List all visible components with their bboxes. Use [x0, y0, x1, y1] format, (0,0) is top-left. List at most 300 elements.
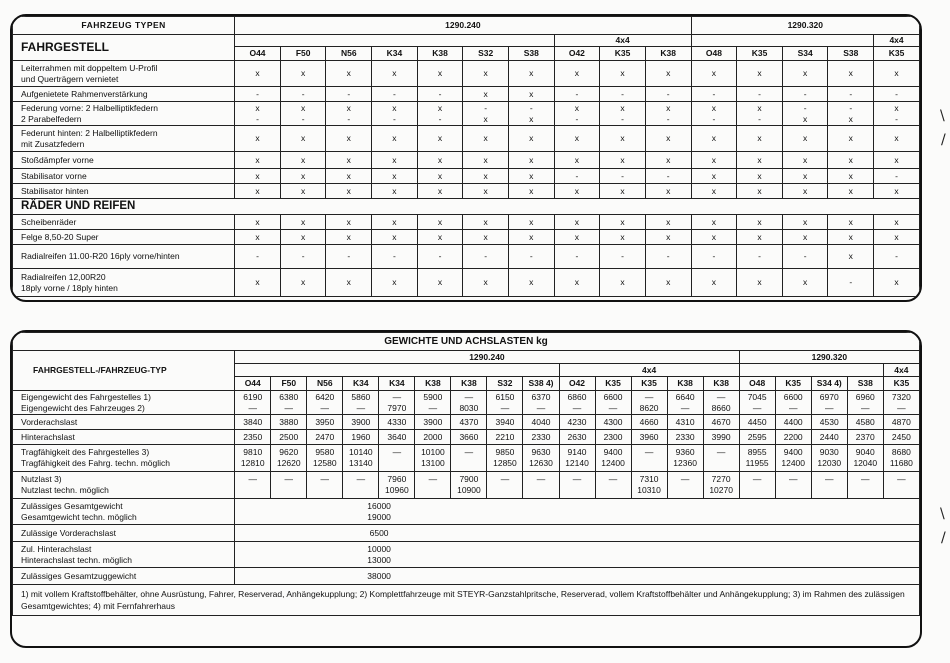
table-row: [13, 230, 920, 245]
row-label-line: Gesamtgewicht techn. möglich: [21, 511, 137, 522]
cell: [600, 269, 646, 297]
group-1290-240: 1290.240: [235, 351, 739, 364]
cell: [451, 391, 487, 415]
type-o44: O44: [235, 377, 271, 391]
cell-value: 12400: [601, 458, 625, 468]
cell-value: x: [483, 231, 488, 242]
cell: [782, 215, 828, 230]
cell-value: 2200: [783, 431, 803, 442]
cell-value: —: [824, 474, 834, 484]
cell-value: 2500: [279, 431, 299, 442]
row-label-line: Felge 8,50-20 Super: [21, 231, 99, 242]
cell: [280, 126, 326, 152]
cell-value: 6960: [855, 391, 875, 402]
cell: [379, 430, 415, 445]
row-label-line: Stabilisator hinten: [21, 185, 89, 196]
cell-value: x: [803, 216, 808, 227]
cell: [307, 391, 343, 415]
row-label: [13, 269, 235, 297]
row-label-line: 18ply vorne / 18ply hinten: [21, 282, 118, 293]
cell-value: x: [848, 251, 853, 261]
cell-value: 6500: [369, 527, 389, 538]
cell: [372, 215, 418, 230]
cell: [379, 472, 415, 499]
cell: [874, 102, 920, 126]
cell-value: 10270: [709, 485, 733, 495]
cell: [417, 269, 463, 297]
cell-value: —: [428, 474, 438, 484]
cell-value: 4300: [603, 416, 623, 427]
cell-value: 9580: [315, 447, 335, 457]
cell: [326, 87, 372, 102]
cell-value: x: [346, 277, 351, 287]
cell-value: 3880: [279, 416, 299, 427]
type-k35: K35: [595, 377, 631, 391]
cell-value: -: [803, 251, 807, 261]
cell-value: 19000: [367, 511, 391, 522]
type-s38: S38: [847, 377, 883, 391]
cell-value: 4370: [459, 416, 479, 427]
cell-value: —: [356, 474, 366, 484]
row-label-line: Radialreifen 11.00-R20 16ply vorne/hinten: [21, 251, 180, 261]
row-label-line: Radialreifen 12,00R20: [21, 271, 106, 282]
cell: [307, 415, 343, 430]
cell: [271, 391, 307, 415]
cell: [463, 61, 509, 87]
cell: [811, 472, 847, 499]
cell-value: 2350: [243, 431, 263, 442]
cell: [874, 215, 920, 230]
cell-value: —: [608, 402, 618, 413]
cell-value: —: [248, 402, 257, 413]
cell: [739, 430, 775, 445]
cell-value: x: [392, 133, 397, 143]
cell-value: —: [752, 474, 762, 484]
cell-value: —: [572, 402, 582, 413]
table-row: [13, 391, 920, 415]
cell-value: x: [848, 216, 853, 227]
type-k38: K38: [417, 47, 463, 61]
cell-value: x: [346, 102, 351, 113]
cell-value: 11680: [889, 458, 913, 468]
cell: [691, 230, 737, 245]
cell-value: —: [356, 402, 366, 413]
cell: [372, 245, 418, 269]
type-s32: S32: [487, 377, 523, 391]
cell-value: —: [752, 402, 762, 413]
cell-value: x: [483, 216, 488, 227]
cell: [372, 87, 418, 102]
cell-value: 2330: [531, 431, 551, 442]
table-row: [13, 126, 920, 152]
cell: [326, 184, 372, 199]
cell-value: —: [861, 402, 870, 413]
cell: [508, 152, 554, 169]
cell-value: x: [255, 185, 260, 196]
row-label-line: Leiterrahmen mit doppeltem U-Profil: [21, 62, 158, 73]
cell: [600, 230, 646, 245]
cell: [463, 215, 509, 230]
cell: [631, 445, 667, 472]
margin-mark: \: [940, 108, 945, 124]
cell: [703, 430, 739, 445]
group-1290-320: 1290.320: [739, 351, 919, 364]
row-label-line: Nutzlast techn. möglich: [21, 485, 109, 495]
cell: [600, 61, 646, 87]
cell-value: —: [392, 447, 402, 457]
cell-value: 4660: [639, 416, 659, 427]
cell-value: 4040: [531, 416, 551, 427]
row-label: [13, 126, 235, 152]
type-k35: K35: [631, 377, 667, 391]
cell-value: [778, 485, 809, 496]
cell-value: 4670: [711, 416, 731, 427]
cell: [415, 445, 451, 472]
cell-value: -: [712, 113, 716, 124]
cell: [600, 169, 646, 184]
cell: [508, 230, 554, 245]
cell-value: x: [529, 113, 534, 124]
type-k34: K34: [343, 377, 379, 391]
cell: [691, 245, 737, 269]
cell-value: -: [849, 277, 853, 287]
cell: [595, 430, 631, 445]
cell: [645, 269, 691, 297]
table-row: [13, 445, 920, 472]
cell: [737, 230, 783, 245]
cell-value: x: [894, 102, 899, 113]
type-n56: N56: [307, 377, 343, 391]
cell-value: x: [483, 133, 488, 143]
cell-value: 4450: [747, 416, 767, 427]
type-k34: K34: [372, 47, 418, 61]
cell-value: x: [666, 277, 671, 287]
cell-value: —: [824, 402, 834, 413]
table-row: [13, 499, 920, 525]
row-label: [13, 215, 235, 230]
cell-value: 3840: [243, 416, 263, 427]
cell-value: x: [803, 170, 808, 181]
cell: [463, 245, 509, 269]
cell-value: x: [848, 68, 853, 78]
cell: [739, 415, 775, 430]
row-label-line: und Querträgern vernietet: [21, 73, 119, 84]
cell-value: —: [500, 402, 510, 413]
cell-value: x: [757, 154, 762, 165]
cell: [417, 126, 463, 152]
cell: [645, 184, 691, 199]
cell-value: x: [574, 216, 580, 227]
cell-value: -: [347, 88, 351, 99]
cell-value: -: [895, 113, 898, 124]
cell-value: x: [437, 102, 443, 113]
row-label-line: Vorderachslast: [21, 416, 78, 427]
cell-value: —: [861, 474, 870, 484]
cell-value: 7900: [459, 474, 479, 484]
chassis-features-panel: [10, 14, 922, 302]
row-label: [13, 568, 235, 585]
row-label-line: Eigengewicht des Fahrgestelles 1): [21, 391, 151, 402]
cell-value: x: [711, 216, 717, 227]
cell-value: -: [666, 113, 670, 124]
cell-value: —: [644, 447, 654, 457]
cell-value: 4230: [567, 416, 587, 427]
cell: [847, 391, 883, 415]
cell: [326, 169, 372, 184]
cell-value: 10100: [421, 447, 445, 457]
cell-value: x: [666, 154, 671, 165]
cell-value: x: [803, 133, 808, 143]
cell-value: x: [848, 170, 853, 181]
cell: [691, 61, 737, 87]
cell-value: x: [894, 154, 899, 165]
cell-value: -: [392, 88, 396, 99]
cell-value: 6420: [315, 391, 335, 402]
type-row-header: FAHRGESTELL-/FAHRZEUG-TYP: [13, 351, 235, 391]
cell-value: -: [849, 88, 853, 99]
margin-mark: /: [941, 132, 946, 148]
cell: [235, 126, 281, 152]
cell: [600, 215, 646, 230]
cell: [415, 430, 451, 445]
sub-4x4-320: 4x4: [883, 364, 919, 377]
cell: [737, 245, 783, 269]
cell: [645, 102, 691, 126]
cell-value: x: [529, 170, 534, 181]
cell-value: x: [392, 68, 397, 78]
cell-value: 9850: [495, 447, 515, 457]
cell: [326, 215, 372, 230]
cell-value: —: [680, 474, 690, 484]
cell-value: 2595: [747, 431, 767, 442]
row-label-line: Nutzlast 3): [21, 474, 62, 484]
cell: [417, 230, 463, 245]
cell: [372, 184, 418, 199]
table-row: [13, 525, 920, 542]
cell: [379, 445, 415, 472]
cell: [600, 87, 646, 102]
cell-value: 2210: [495, 431, 515, 442]
cell-value: —: [572, 474, 582, 484]
table-row: [13, 472, 920, 499]
cell: [235, 87, 281, 102]
cell-value: 3900: [351, 416, 371, 427]
cell: [554, 87, 600, 102]
cell-value: x: [392, 216, 397, 227]
cell: [631, 415, 667, 430]
cell-value: -: [438, 88, 442, 99]
cell-value: [814, 485, 845, 496]
cell: [600, 102, 646, 126]
cell-value: x: [620, 231, 625, 242]
cell-value: [345, 485, 376, 496]
cell-value: x: [301, 231, 306, 242]
cell: [487, 415, 523, 430]
cell-value: —: [320, 402, 330, 413]
cell-value: 4580: [855, 416, 875, 427]
cell-value: x: [437, 216, 443, 227]
cell-value: 9400: [603, 447, 623, 457]
cell-value: —: [284, 474, 294, 484]
cell-value: -: [256, 113, 259, 124]
cell: [343, 430, 379, 445]
type-k35: K35: [874, 47, 920, 61]
cell: [343, 472, 379, 499]
cell-value: x: [529, 216, 534, 227]
cell-value: -: [666, 170, 670, 181]
cell: [737, 152, 783, 169]
cell: [343, 391, 379, 415]
row-label: [13, 445, 235, 472]
row-label-line: Hinterachslast: [21, 431, 75, 442]
cell-value: 6150: [495, 391, 515, 402]
type-k38: K38: [667, 377, 703, 391]
cell: [417, 169, 463, 184]
cell-value: -: [256, 251, 259, 261]
cell: [326, 61, 372, 87]
cell-value: -: [621, 113, 624, 124]
row-label-line: Zulässiges Gesamtzuggewicht: [21, 570, 137, 581]
cell-value: 1960: [351, 431, 371, 442]
row-label-line: Federung vorne: 2 Halbelliptikfedern: [21, 102, 159, 113]
cell-value: x: [529, 133, 534, 143]
cell: [487, 391, 523, 415]
cell-value: 2630: [567, 431, 587, 442]
type-n56: N56: [326, 47, 372, 61]
cell: [667, 430, 703, 445]
cell: [372, 126, 418, 152]
cell-value: x: [666, 216, 671, 227]
cell: [631, 430, 667, 445]
cell: [874, 269, 920, 297]
cell-value: -: [438, 251, 442, 261]
cell: [828, 87, 874, 102]
cell: [847, 430, 883, 445]
cell: [600, 245, 646, 269]
margin-mark: /: [941, 530, 946, 546]
cell: [508, 245, 554, 269]
cell: [782, 230, 828, 245]
cell-value: x: [666, 133, 671, 143]
cell: [508, 87, 554, 102]
cell-value: x: [620, 185, 625, 196]
cell-value: —: [716, 447, 726, 457]
cell: [508, 269, 554, 297]
cell: [782, 126, 828, 152]
cell-value: x: [666, 68, 671, 78]
cell-value: x: [711, 277, 717, 287]
cell-value: x: [666, 231, 671, 242]
cell: [487, 472, 523, 499]
cell-value: x: [757, 277, 762, 287]
row-label-line: Stabilisator vorne: [21, 170, 87, 181]
row-label: [13, 415, 235, 430]
cell: [645, 215, 691, 230]
cell: [775, 445, 811, 472]
row-label: [13, 169, 235, 184]
cell-value: 5900: [423, 391, 443, 402]
cell: [372, 169, 418, 184]
table-row: [13, 61, 920, 87]
cell-value: [670, 485, 701, 496]
cell-value: [634, 458, 665, 469]
cell-value: 4530: [819, 416, 839, 427]
cell: [631, 472, 667, 499]
type-k35: K35: [883, 377, 919, 391]
cell-value: 6970: [819, 391, 839, 402]
cell-value: x: [437, 68, 443, 78]
cell: [326, 152, 372, 169]
type-k35: K35: [775, 377, 811, 391]
row-label-line: Zulässiges Gesamtgewicht: [21, 500, 123, 511]
weights-title: GEWICHTE UND ACHSLASTEN kg: [13, 333, 920, 351]
cell-value: 8660: [711, 402, 731, 413]
cell: [595, 415, 631, 430]
cell-value: x: [529, 154, 534, 165]
cell-value: [598, 485, 629, 496]
cell-value: -: [758, 113, 761, 124]
cell-value: —: [392, 391, 402, 402]
cell: [487, 430, 523, 445]
cell: [775, 472, 811, 499]
row-label: [13, 184, 235, 199]
cell-value: x: [574, 154, 580, 165]
cell-value: 12620: [276, 458, 301, 468]
cell: [703, 472, 739, 499]
cell-value: [453, 458, 484, 469]
cell-value: 10900: [457, 485, 481, 495]
cell-value: —: [428, 402, 438, 413]
cell-value: 2470: [315, 431, 335, 442]
cell: [271, 415, 307, 430]
row-label-line: Aufgenietete Rahmenverstärkung: [21, 88, 148, 99]
cell: [883, 472, 919, 499]
cell: [523, 415, 559, 430]
cell: [280, 215, 326, 230]
cell: [691, 102, 737, 126]
cell-value: x: [392, 185, 397, 196]
cell: [235, 152, 281, 169]
sub-4x4-240: 4x4: [554, 35, 691, 47]
row-label: [13, 542, 235, 568]
cell-value: x: [529, 231, 534, 242]
wheels-tyres-heading: RÄDER UND REIFEN: [13, 199, 235, 215]
cell-value: 6380: [279, 391, 299, 402]
cell-value: 12630: [529, 458, 553, 468]
cell: [691, 169, 737, 184]
cell: [828, 102, 874, 126]
cell: [847, 472, 883, 499]
cell-value: [237, 485, 268, 496]
chassis-features-table: [12, 16, 920, 297]
cell-value: x: [437, 277, 443, 287]
cell-value: x: [757, 231, 762, 242]
cell: [782, 152, 828, 169]
cell-value: x: [620, 102, 625, 113]
cell-value: x: [894, 133, 899, 143]
cell: [508, 169, 554, 184]
cell: [463, 230, 509, 245]
cell-value: x: [803, 231, 808, 242]
cell-value: 12140: [565, 458, 589, 468]
cell-value: 8955: [747, 447, 767, 457]
cell: [415, 472, 451, 499]
weights-table: [12, 332, 920, 616]
cell-value: -: [392, 113, 396, 124]
cell-value: 7045: [747, 391, 767, 402]
cell-value: -: [484, 102, 488, 113]
cell-value: x: [757, 185, 762, 196]
